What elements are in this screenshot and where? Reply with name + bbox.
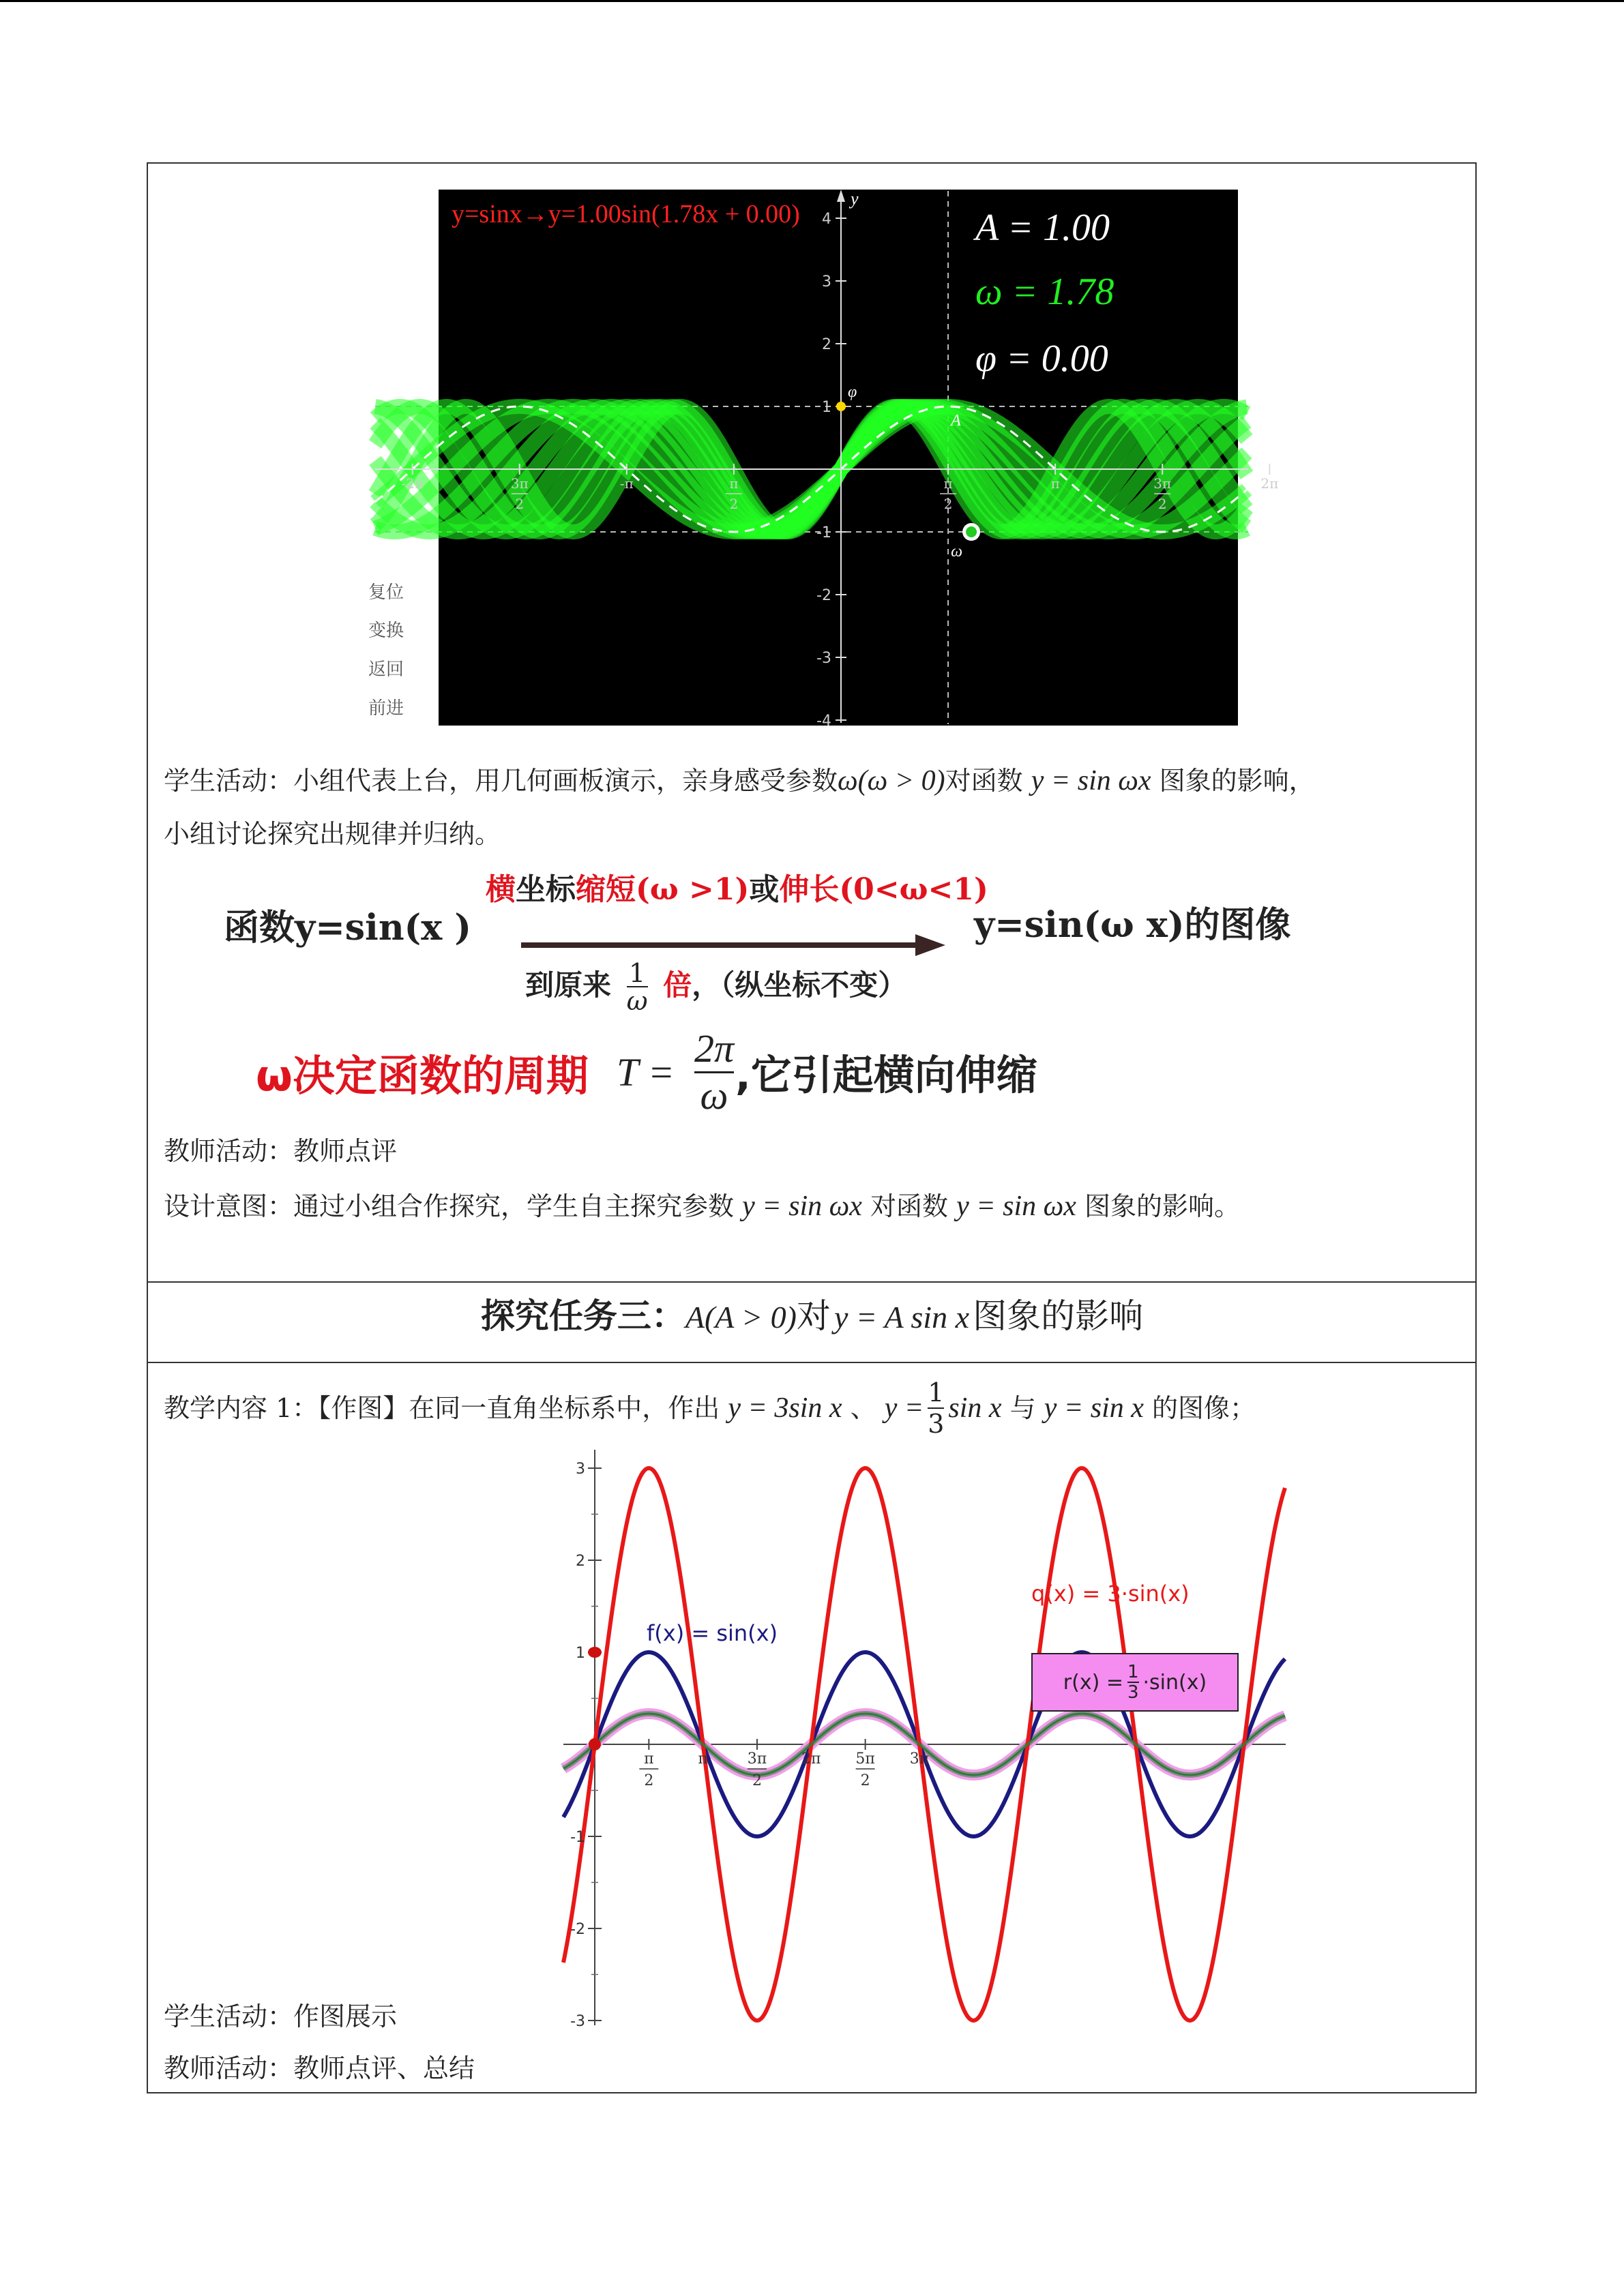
demo-x-tick-denominator: 2 [729, 496, 739, 512]
transform-left-func: 函数y=sin(x ) [224, 907, 471, 949]
one-third-fraction: $\frac{1}{3}$ [928, 1377, 945, 1439]
transform-top-label: 横坐标缩短(ω >1)或伸长(0<ω<1) [486, 872, 988, 907]
teaching-content-1: 教学内容 1：【作图】在同一直角坐标系中，作出 y = 3sin x 、 y = $\frac{1}{3}$ sin x 与 y = sin x 的图像； [164, 1377, 1256, 1439]
transform-right-func: y=sin(ω x)的图像 [974, 904, 1291, 946]
demo-x-tick-label: π [943, 475, 953, 492]
student-activity-2: 学生活动：作图展示 [164, 2001, 398, 2031]
chart-x-tick-denominator: 2 [644, 1772, 654, 1789]
table-row-divider-2 [147, 1362, 1477, 1363]
demo-y-tick-label: 3 [822, 273, 831, 290]
sine-amplitude-chart [546, 1446, 1296, 2039]
chart-y-tick-label: 1 [576, 1645, 585, 1662]
one-over-omega-fraction: $\frac{1}{\omega}$ [626, 958, 648, 1016]
forward-button[interactable]: 前进 [368, 698, 404, 719]
demo-y-tick-label: -1 [816, 524, 831, 541]
chart-y-tick-label: -1 [570, 1829, 585, 1846]
chart-x-tick-denominator: 2 [860, 1772, 870, 1789]
section-title-task-three: 探究任务三：A(A > 0)对 y = A sin x 图象的影响 [480, 1296, 1144, 1336]
teacher-activity-2: 教师活动：教师点评、总结 [164, 2053, 475, 2083]
A-point-label: A [951, 412, 961, 430]
chart-x-tick-label: 5π [855, 1750, 875, 1768]
transform-bottom-label: 到原来 $\frac{1}{\omega}$ 倍，（纵坐标不变） [525, 958, 907, 1016]
reset-button[interactable]: 复位 [368, 582, 404, 603]
table-row-divider-1 [147, 1281, 1477, 1283]
chart-x-tick-denominator: 2 [752, 1772, 762, 1789]
chart-y-tick-label: 3 [576, 1461, 585, 1478]
phi-point [836, 402, 846, 411]
two-pi-over-omega-fraction: $\frac{2\pi}{\omega}$ [694, 1026, 734, 1118]
label-f-sin: f(x) = sin(x) [647, 1620, 778, 1646]
label-r-third-sin: r(x) = $\frac{1}{3}$ ·sin(x) [1031, 1653, 1239, 1712]
demo-y-tick-label: -3 [816, 650, 831, 667]
param-A-readout: A = 1.00 [975, 207, 1110, 249]
student-activity-line-2: 小组讨论探究出规律并归纳。 [164, 819, 501, 849]
demo-x-tick-label: -2π [401, 475, 424, 492]
param-omega-readout: ω = 1.78 [975, 271, 1114, 313]
design-intent: 设计意图：通过小组合作探究，学生自主探究参数 y = sin ωx 对函数 y = sin ωx 图象的影响。 [164, 1191, 1241, 1222]
chart-x-tick-label: 2π [801, 1750, 821, 1768]
demo-x-tick-denominator: 2 [1157, 496, 1167, 512]
param-phi-readout: φ = 0.00 [975, 338, 1108, 380]
demo-y-tick-label: 1 [822, 399, 831, 416]
back-button[interactable]: 返回 [368, 659, 404, 680]
label-q-3sin: q(x) = 3·sin(x) [1031, 1581, 1190, 1607]
demo-y-tick-label: 4 [822, 211, 831, 228]
period-statement: ω决定函数的周期 T = $\frac{2\pi}{\omega}$ ,它引起横向伸缩 [256, 1026, 1037, 1118]
demo-x-tick-label: 3π [510, 475, 529, 492]
demo-x-tick-label: 2π [1260, 475, 1279, 492]
demo-x-tick-label: 3π [1153, 475, 1172, 492]
origin-point [589, 1738, 601, 1750]
transform-button[interactable]: 变换 [368, 621, 404, 641]
page-top-border [0, 0, 1624, 2]
demo-x-tick-label: π [729, 475, 739, 492]
chart-y-tick-label: -2 [570, 1921, 585, 1938]
demo-y-tick-label: -4 [816, 713, 831, 730]
chart-x-tick-label: π [644, 1750, 654, 1768]
y-one-point [588, 1647, 602, 1658]
chart-y-tick-label: 2 [576, 1553, 585, 1570]
student-activity-line-1: 学生活动：小组代表上台，用几何画板演示，亲身感受参数ω(ω > 0)对函数 y = sin ωx 图象的影响， [164, 765, 1315, 796]
phi-point-label: φ [848, 383, 857, 401]
demo-x-tick-label: π [1050, 475, 1060, 492]
demo-y-arrow [837, 190, 845, 202]
omega-handle [966, 526, 977, 537]
demo-x-tick-label: -π [619, 475, 634, 492]
chart-x-tick-label: 3π [909, 1750, 930, 1768]
chart-x-tick-label: 3π [747, 1750, 767, 1768]
sine-transform-demo [368, 184, 1279, 730]
demo-y-tick-label: 2 [822, 336, 831, 353]
demo-x-tick-denominator: 2 [515, 496, 525, 512]
demo-y-tick-label: -2 [816, 587, 831, 604]
teacher-activity-1: 教师活动：教师点评 [164, 1136, 398, 1166]
demo-formula-label: y=sinx→y=1.00sin(1.78x + 0.00) [452, 200, 800, 228]
chart-y-tick-label: -3 [570, 2013, 585, 2030]
demo-y-axis-label: y [851, 189, 859, 209]
transform-arrow [518, 930, 948, 957]
omega-point-label: ω [951, 543, 963, 561]
chart-x-tick-label: π [698, 1750, 708, 1768]
demo-x-tick-denominator: 2 [943, 496, 953, 512]
